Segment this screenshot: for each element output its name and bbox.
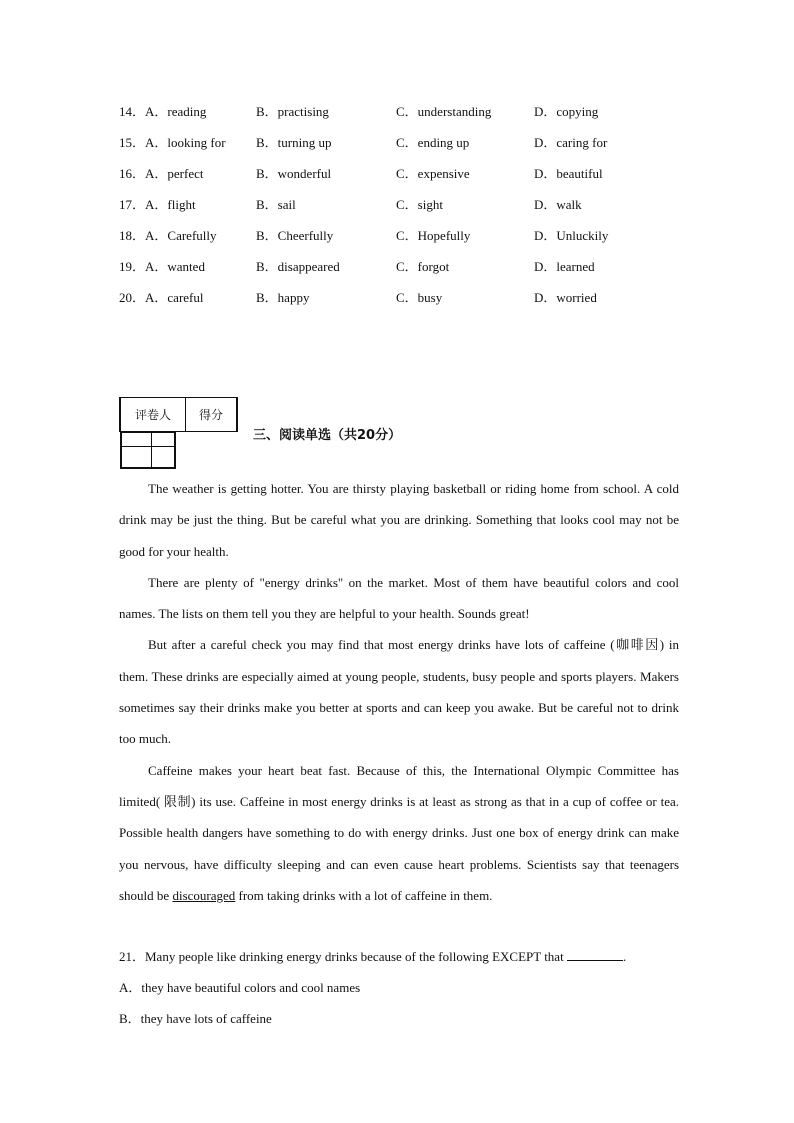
option-row	[119, 287, 679, 318]
question-number: 19．	[119, 259, 146, 274]
option-d: D．walk	[534, 197, 582, 212]
option-row	[119, 194, 679, 225]
question-number: 20．	[119, 290, 146, 305]
score-cell	[151, 433, 175, 469]
option-b: B．practising	[256, 104, 329, 119]
option-d: D．copying	[534, 104, 599, 119]
underlined-word: discouraged	[172, 887, 236, 903]
option-a-text: A．looking for	[145, 135, 226, 150]
choice-a: A．they have beautiful colors and cool names	[119, 980, 361, 995]
option-d: D．worried	[534, 290, 597, 305]
option-row	[119, 132, 679, 163]
option-a-text: A．careful	[145, 290, 204, 305]
passage-paragraph: But after a careful check you may find that most energy drinks have lots of caffeine (咖啡因) in them. These drinks are especially aimed at young people, students, busy people and sports players. Makers sometimes say their drinks make you better at sports and can keep you awake. But be careful not to drink too much.	[119, 637, 679, 747]
option-d: D．learned	[534, 259, 595, 274]
reading-passage	[119, 473, 679, 911]
option-c: C．Hopefully	[396, 228, 471, 243]
option-d: D．Unluckily	[534, 228, 609, 243]
option-row	[119, 256, 679, 287]
option-c: C．sight	[396, 197, 443, 212]
question-number: 15．	[119, 135, 146, 150]
question-number: 16．	[119, 166, 146, 181]
question-number: 14．	[119, 104, 146, 119]
passage-paragraph: The weather is getting hotter. You are thirsty playing basketball or riding home from school. A cold drink may be just the thing. But be careful what you are drinking. Something that looks cool may not be good for your health.	[119, 481, 679, 559]
option-a-text: A．perfect	[145, 166, 204, 181]
paragraph-text: Caffeine makes your heart beat fast. Because of this, the International Olympic Committee has limited( 限制) its use. Caffeine in most energy drinks is at least as strong as that in a cup of coffee or tea. Possible health dangers have something to do with energy drinks. Just one box of energy drink can make you nervous, have difficulty sleeping and can even cause heart problems. Scientists say that teenagers should be	[119, 762, 679, 903]
answer-blank	[567, 946, 623, 961]
question-number: 18．	[119, 228, 146, 243]
passage-paragraph	[119, 755, 679, 911]
paragraph-text: from taking drinks with a lot of caffeine in them.	[235, 887, 493, 903]
option-b: B．sail	[256, 197, 296, 212]
option-row	[119, 225, 679, 256]
option-a	[119, 225, 217, 247]
question-21	[119, 941, 679, 1034]
score-label: 得分	[186, 398, 238, 432]
option-d: D．beautiful	[534, 166, 603, 181]
option-a-text: A．wanted	[145, 259, 205, 274]
option-a	[119, 132, 226, 154]
option-c: C．expensive	[396, 166, 470, 181]
choice-b: B．they have lots of caffeine	[119, 1011, 272, 1026]
option-b: B．turning up	[256, 135, 332, 150]
option-c: C．forgot	[396, 259, 450, 274]
option-c: C．busy	[396, 290, 443, 305]
grader-cell	[121, 433, 151, 469]
question-stem	[119, 941, 679, 972]
option-row	[119, 163, 679, 194]
option-row	[119, 101, 679, 132]
answer-options	[119, 101, 679, 318]
option-b: B．happy	[256, 290, 310, 305]
option-b: B．Cheerfully	[256, 228, 334, 243]
option-c: C．ending up	[396, 135, 470, 150]
stem-end: .	[622, 949, 627, 964]
grader-label: 评卷人	[120, 398, 186, 432]
option-c: C．understanding	[396, 104, 492, 119]
option-a	[119, 194, 196, 216]
option-a-text: A．flight	[145, 197, 196, 212]
option-a	[119, 287, 203, 309]
option-b: B．wonderful	[256, 166, 332, 181]
section-title: 三、阅读单选（共20分）	[253, 428, 402, 443]
score-table	[119, 397, 238, 451]
option-b: B．disappeared	[256, 259, 340, 274]
passage-paragraph: There are plenty of "energy drinks" on the market. Most of them have beautiful colors and cool names. The lists on them tell you they are helpful to your health. Sounds great!	[119, 574, 679, 622]
option-a	[119, 163, 203, 185]
question-number: 17．	[119, 197, 146, 212]
option-a	[119, 256, 205, 278]
option-a	[119, 101, 206, 123]
option-a-text: A．reading	[145, 104, 207, 119]
option-d: D．caring for	[534, 135, 608, 150]
stem-text: 21．Many people like drinking energy drinks because of the following EXCEPT that	[119, 949, 564, 964]
option-a-text: A．Carefully	[145, 228, 217, 243]
